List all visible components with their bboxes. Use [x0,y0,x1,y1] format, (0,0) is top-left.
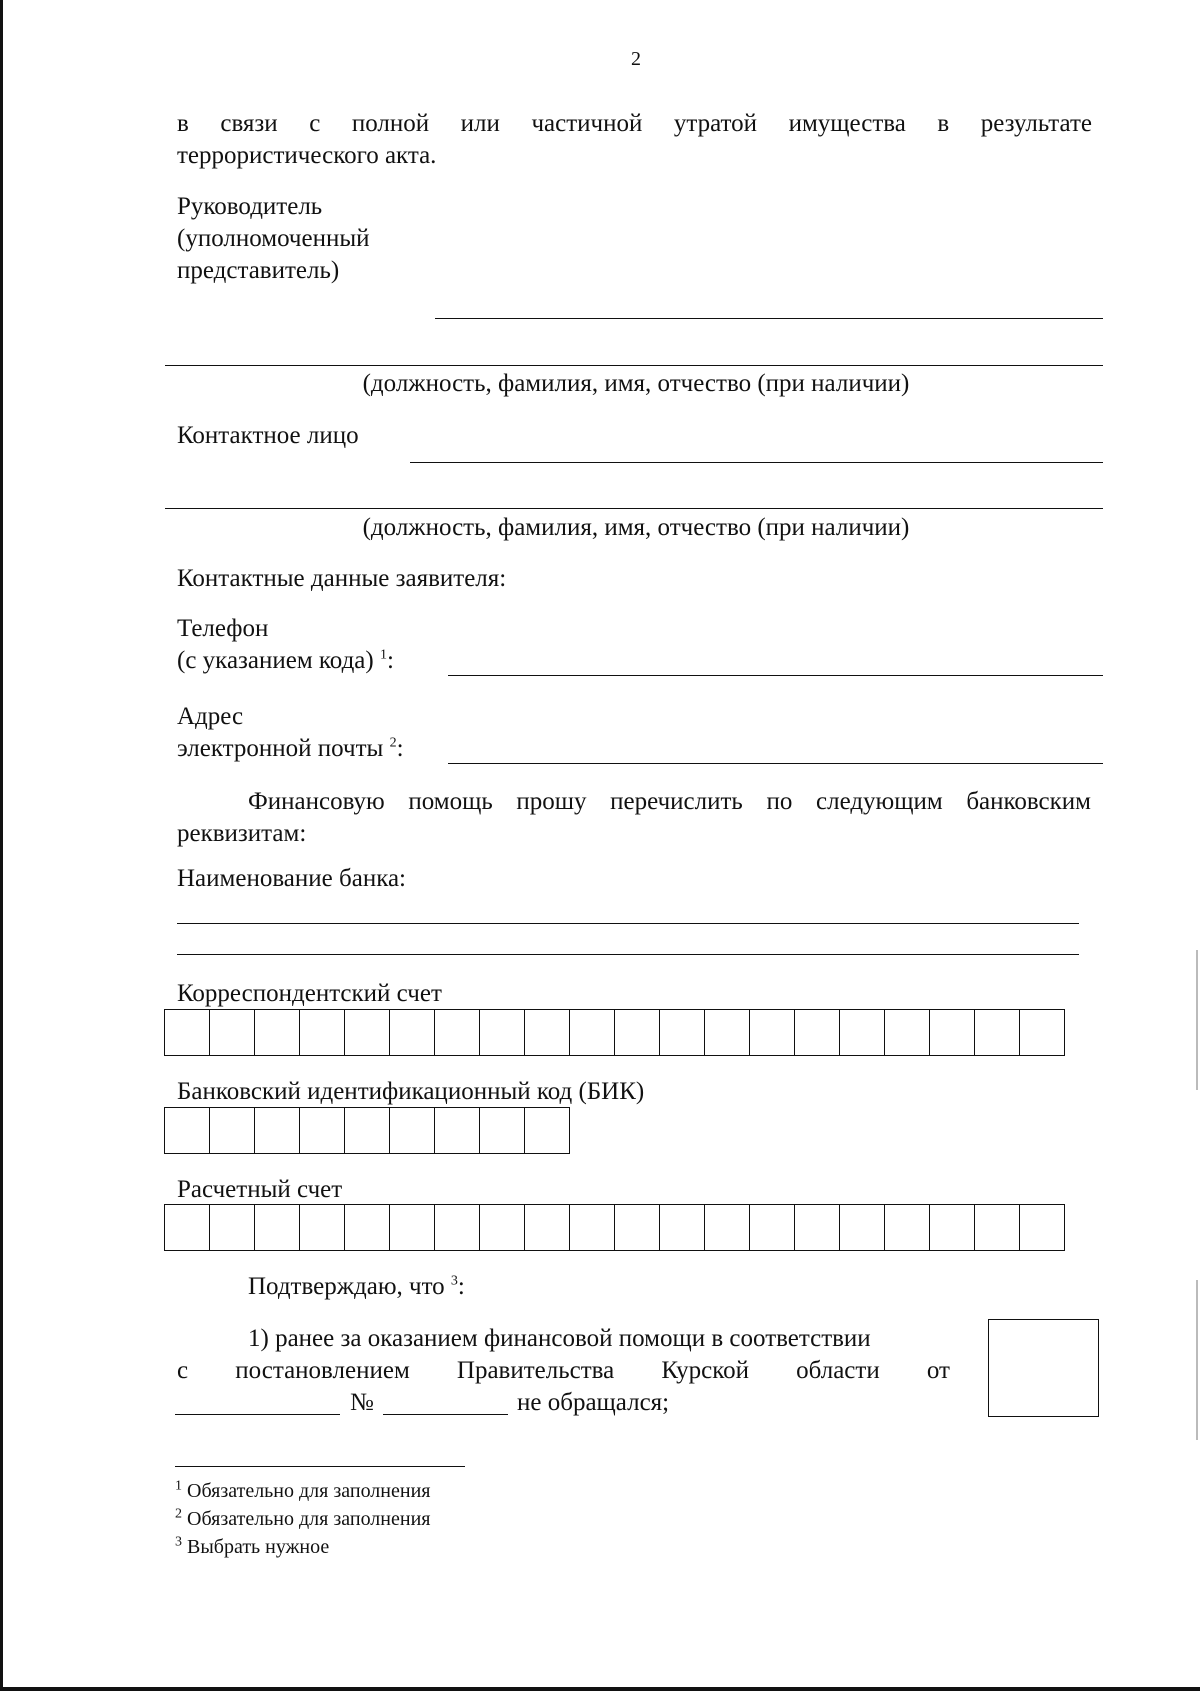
settlement-account-grid [164,1204,1065,1251]
correspondent-account-cell[interactable] [210,1010,255,1055]
correspondent-account-cell[interactable] [1020,1010,1065,1055]
settlement-account-cell[interactable] [660,1205,705,1250]
settlement-account-cell[interactable] [570,1205,615,1250]
contact-person-position-line[interactable] [165,508,1103,509]
bank-name-line-1[interactable] [177,923,1079,924]
page-left-border [0,0,3,1691]
correspondent-account-cell[interactable] [300,1010,345,1055]
bik-cell[interactable] [210,1108,255,1153]
correspondent-account-cell[interactable] [930,1010,975,1055]
confirm-footnote-mark: 3 [450,1273,458,1289]
intro-line-2: террористического акта. [177,142,437,169]
head-label-line-3: представитель) [177,257,340,284]
head-fio-caption: (должность, фамилия, имя, отчество (при наличии) [362,370,910,397]
correspondent-account-cell[interactable] [885,1010,930,1055]
scan-edge-mark [1196,950,1198,1090]
correspondent-account-cell[interactable] [975,1010,1020,1055]
head-position-line[interactable] [165,365,1103,366]
bik-cell[interactable] [345,1108,390,1153]
correspondent-account-cell[interactable] [750,1010,795,1055]
footnote-1: $^1$ Обязательно для заполнения [175,1478,431,1502]
correspondent-account-cell[interactable] [570,1010,615,1055]
bik-cell[interactable] [255,1108,300,1153]
head-label-line-2: (уполномоченный [177,225,370,252]
correspondent-account-cell[interactable] [435,1010,480,1055]
item1-number-line[interactable] [383,1414,508,1415]
settlement-account-cell[interactable] [525,1205,570,1250]
item1-date-line[interactable] [175,1414,340,1415]
email-label-line-1: Адрес [177,703,244,730]
correspondent-account-cell[interactable] [525,1010,570,1055]
phone-label-line-1: Телефон [177,615,269,642]
item1-line-2 [177,1355,950,1387]
email-input-line[interactable] [448,763,1103,764]
correspondent-account-cell[interactable] [345,1010,390,1055]
correspondent-account-cell[interactable] [705,1010,750,1055]
financial-request-line-2: реквизитам: [177,820,307,847]
financial-request-line-1: Финансовую помощь прошу перечислить по следующим банковским [248,788,1091,815]
scan-edge-mark [1196,1280,1198,1440]
bik-grid [164,1107,570,1154]
item1-word: постановлением [235,1357,410,1384]
settlement-account-cell[interactable] [795,1205,840,1250]
item1-word: Курской [661,1357,749,1384]
intro-line-1: в связи с полной или частичной утратой имущества в результате [177,110,1092,137]
bank-name-label: Наименование банка: [177,865,407,892]
correspondent-account-cell[interactable] [255,1010,300,1055]
correspondent-account-label: Корреспондентский счет [177,980,442,1007]
settlement-account-cell[interactable] [300,1205,345,1250]
settlement-account-cell[interactable] [840,1205,885,1250]
settlement-account-cell[interactable] [390,1205,435,1250]
bik-cell[interactable] [435,1108,480,1153]
settlement-account-cell[interactable] [255,1205,300,1250]
item1-word: Правительства [456,1357,615,1384]
settlement-account-cell[interactable] [1020,1205,1065,1250]
item1-word: от [926,1357,950,1384]
bik-label: Банковский идентификационный код (БИК) [177,1078,645,1105]
correspondent-account-cell[interactable] [480,1010,525,1055]
correspondent-account-cell[interactable] [390,1010,435,1055]
settlement-account-cell[interactable] [345,1205,390,1250]
phone-input-line[interactable] [448,675,1103,676]
item1-ending: не обращался; [517,1389,670,1416]
email-footnote-mark: 2 [389,735,397,751]
email-label-line-2: электронной почты $^2$: [177,735,404,762]
settlement-account-cell[interactable] [165,1205,210,1250]
contact-person-line[interactable] [410,462,1103,463]
correspondent-account-cell[interactable] [165,1010,210,1055]
item1-word: с [177,1357,189,1384]
correspondent-account-cell[interactable] [840,1010,885,1055]
footnote-separator [175,1466,465,1467]
bik-cell[interactable] [390,1108,435,1153]
settlement-account-cell[interactable] [705,1205,750,1250]
item1-line-1: 1) ранее за оказанием финансовой помощи в соответствии [248,1325,871,1352]
correspondent-account-cell[interactable] [795,1010,840,1055]
applicant-contacts-label: Контактные данные заявителя: [177,565,507,592]
footnote-2: $^2$ Обязательно для заполнения [175,1506,431,1530]
contact-person-fio-caption: (должность, фамилия, имя, отчество (при наличии) [362,514,910,541]
head-label-line-1: Руководитель [177,193,323,220]
item1-word: области [796,1357,880,1384]
settlement-account-cell[interactable] [750,1205,795,1250]
settlement-account-cell[interactable] [480,1205,525,1250]
correspondent-account-cell[interactable] [660,1010,705,1055]
bik-cell[interactable] [300,1108,345,1153]
bank-name-line-2[interactable] [177,954,1079,955]
phone-footnote-mark: 1 [379,647,387,663]
settlement-account-cell[interactable] [615,1205,660,1250]
page-bottom-border [0,1687,1200,1691]
bik-cell[interactable] [165,1108,210,1153]
confirm-label: Подтверждаю, что $^3$: [248,1273,465,1300]
settlement-account-cell[interactable] [930,1205,975,1250]
phone-label-line-2: (с указанием кода) $^1$: [177,647,394,674]
head-signature-line[interactable] [435,318,1103,319]
footnote-3: $^3$ Выбрать нужное [175,1534,330,1558]
correspondent-account-cell[interactable] [615,1010,660,1055]
contact-person-label: Контактное лицо [177,422,359,449]
settlement-account-cell[interactable] [435,1205,480,1250]
settlement-account-label: Расчетный счет [177,1176,343,1203]
settlement-account-cell[interactable] [885,1205,930,1250]
item1-number-sign: № [350,1389,374,1416]
bik-cell[interactable] [525,1108,570,1153]
settlement-account-cell[interactable] [975,1205,1020,1250]
bik-cell[interactable] [480,1108,525,1153]
item1-checkbox[interactable] [988,1319,1099,1417]
correspondent-account-grid [164,1009,1065,1056]
page-number: 2 [631,48,641,70]
settlement-account-cell[interactable] [210,1205,255,1250]
